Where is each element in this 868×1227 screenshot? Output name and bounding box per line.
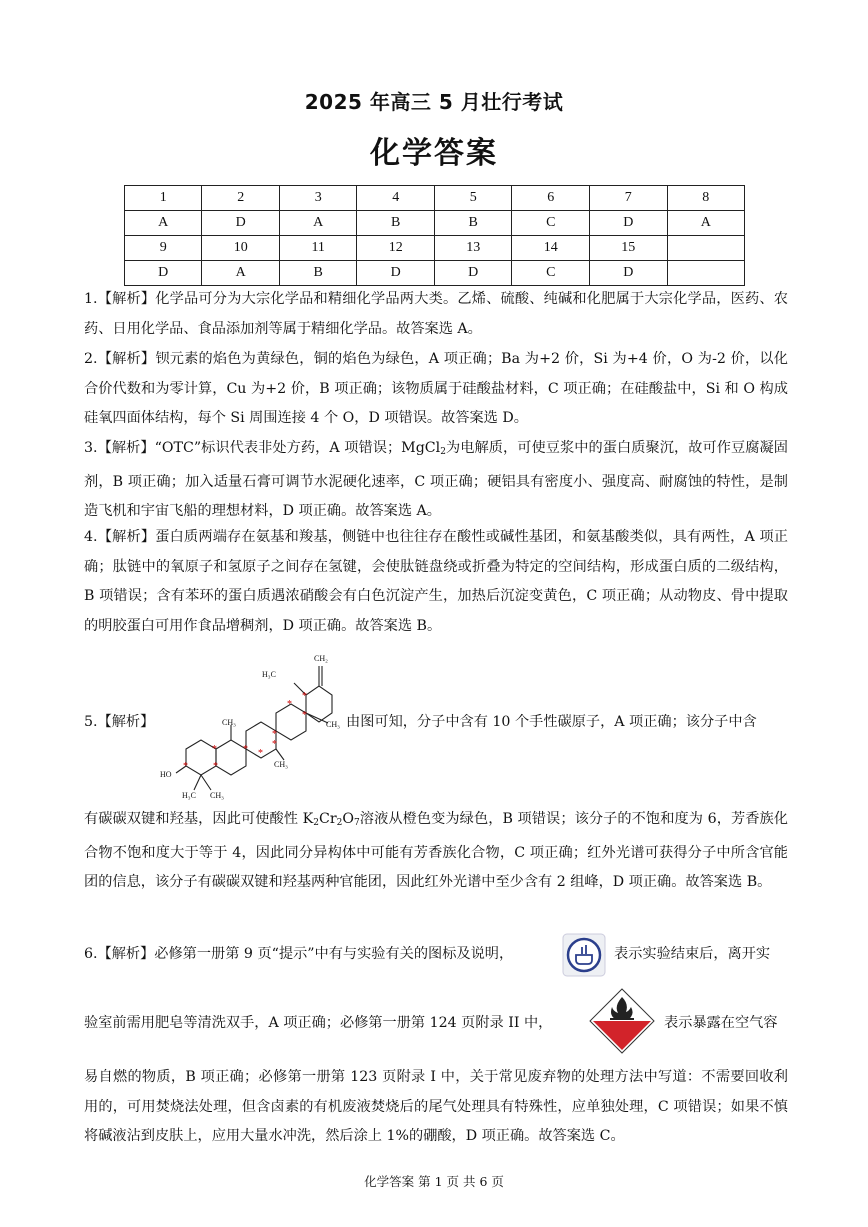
label-ch2: CH₂ — [314, 654, 328, 663]
answer-q3-text — [84, 434, 788, 527]
answer-q2 — [84, 345, 788, 434]
answer-table-row — [125, 236, 745, 261]
chiral-mark: * — [243, 744, 248, 755]
answer-table-cell: 2 — [202, 186, 280, 211]
answer-table-cell: B — [279, 261, 357, 286]
label-h3c-bottom: H₃C — [182, 791, 196, 800]
answer-table-cell: 12 — [357, 236, 435, 261]
answer-table-cell: 3 — [279, 186, 357, 211]
triterpene-structure — [156, 645, 356, 805]
answer-table-cell: C — [512, 261, 590, 286]
page-subtitle: 化学答案 — [370, 136, 498, 171]
page-footer: 化学答案 第 1 页 共 6 页 — [364, 1174, 504, 1189]
chiral-mark: * — [287, 699, 292, 710]
answer-table-cell — [667, 236, 744, 261]
chiral-mark: * — [302, 691, 307, 702]
answer-q5 — [84, 805, 788, 898]
answer-table — [124, 185, 745, 286]
answer-table-cell: 5 — [434, 186, 512, 211]
answer-q3-part-b: 为电解质，可使豆浆中的蛋白质聚沉，故可作豆腐凝固剂，B 项正确；加入适量石膏可调节水泥硬化速率，C 项正确；硬铝具有密度小、强度高、耐腐蚀的特性，是制造飞机和宇宙飞船的理想材料，D 项正确。故答案选 A。 — [84, 440, 788, 519]
page-title: 2025 年高三 5 月壮行考试 — [304, 90, 564, 114]
k-subscript: 2 — [313, 818, 319, 828]
answer-q1-text: 1.【解析】化学品可分为大宗化学品和精细化学品两大类。乙烯、硫酸、纯碱和化肥属于大宗化学品，医药、农药、日用化学品、食品添加剂等属于精细化学品。故答案选 A。 — [84, 291, 788, 337]
chiral-mark: * — [183, 761, 188, 772]
answer-table-cell: B — [434, 211, 512, 236]
answer-table-cell: 9 — [125, 236, 202, 261]
mgcl2-subscript: 2 — [440, 447, 446, 457]
answer-table-cell: D — [590, 211, 668, 236]
answer-table-cell: 11 — [279, 236, 357, 261]
answer-q5-first-line: 由图可知，分子中含有 10 个手性碳原子，A 项正确；该分子中含 — [346, 714, 757, 730]
label-ch3-b: CH₃ — [274, 760, 288, 769]
answer-table-cell: A — [667, 211, 744, 236]
answer-table-cell: A — [279, 211, 357, 236]
answer-table-cell: C — [512, 211, 590, 236]
answer-q5-part-b: 溶液从橙色变为绿色，B 项错误；该分子的不饱和度为 6，芳香族化合物不饱和度大于等于 4，因此同分异构体中可能有芳香族化合物，C 项正确；红外光谱可获得分子中所含官能团的信息，该分子有碳碳双键和羟基两种官能团，因此红外光谱中至少含有 2 组峰，D 项正确。故答案选 B。 — [84, 811, 788, 890]
chiral-mark: * — [272, 739, 277, 750]
answer-table-cell: A — [202, 261, 280, 286]
answer-q5-text — [84, 805, 788, 898]
chiral-mark: * — [213, 761, 218, 772]
o-subscript: 7 — [353, 818, 360, 828]
answer-table-cell: 13 — [434, 236, 512, 261]
answer-table-cell: 4 — [357, 186, 435, 211]
label-ho: HO — [160, 770, 172, 779]
answer-table-cell: 10 — [202, 236, 280, 261]
answer-q6-line1: 6.【解析】必修第一册第 9 页“提示”中有与实验有关的图标及说明， — [84, 946, 514, 962]
answer-q4 — [84, 523, 788, 641]
answer-q6-rest — [84, 1063, 788, 1152]
answer-table-cell: 7 — [590, 186, 668, 211]
label-ch3-right: CH₃ — [326, 720, 340, 729]
answer-table-cell: A — [125, 211, 202, 236]
answer-table-row — [125, 211, 745, 236]
o-symbol: O — [342, 811, 354, 827]
answer-table-cell: 14 — [512, 236, 590, 261]
answer-table-cell: B — [357, 211, 435, 236]
answer-q6-text: 易自燃的物质，B 项正确；必修第一册第 123 页附录 I 中，关于常见废弃物的处理方法中写道：不需要回收利用的，可用焚烧法处理，但含卤素的有机废液焚烧后的尾气处理具有特殊性，应单独处理，C 项错误；如果不慎将碱液沾到皮肤上，应用大量水冲洗，然后涂上 1%的硼酸，D 项正确。故答案选 C。 — [84, 1069, 788, 1144]
answer-table-cell: 6 — [512, 186, 590, 211]
answer-table-cell: D — [357, 261, 435, 286]
cr-subscript: 2 — [336, 818, 343, 828]
chiral-mark: * — [302, 710, 307, 721]
answer-q4-text: 4.【解析】蛋白质两端存在氨基和羧基，侧链中也往往存在酸性或碱性基团，和氨基酸类似，具有两性，A 项正确；肽链中的氧原子和氢原子之间存在氢键，会使肽链盘绕或折叠为特定的空间结构，形成蛋白质的二级结构，B 项错误；含有苯环的蛋白质遇浓硝酸会有白色沉淀产生，加热后沉淀变黄色，C 项正确；从动物皮、骨中提取的明胶蛋白可用作食品增稠剂，D 项正确。故答案选 B。 — [84, 529, 788, 634]
answer-q6-line1-tail: 表示实验结束后，离开实 — [614, 946, 771, 962]
answer-table-cell: 8 — [667, 186, 744, 211]
answer-table-cell: D — [590, 261, 668, 286]
answer-q2-text: 2.【解析】钡元素的焰色为黄绿色，铜的焰色为绿色，A 项正确；Ba 为+2 价，Si 为+4 价，O 为-2 价，以化合价代数和为零计算，Cu 为+2 价，B 项正确；该物质属于硅酸盐材料，C 项正确；在硅酸盐中，Si 和 O 构成硅氧四面体结构，每个 Si 周围连接 4 个 O，D 项错误。故答案选 D。 — [84, 351, 788, 426]
spontaneously-combustible-icon — [588, 987, 656, 1055]
label-h3c-top: H₃C — [262, 670, 276, 679]
answer-table-row — [125, 186, 745, 211]
chiral-mark: * — [212, 744, 217, 755]
answer-q6-line2-tail: 表示暴露在空气容 — [664, 1015, 778, 1031]
answer-table-cell: D — [202, 211, 280, 236]
chiral-mark: * — [272, 729, 277, 740]
label-ch3-a: CH₃ — [222, 718, 236, 727]
answer-table-row — [125, 261, 745, 286]
chiral-mark: * — [258, 748, 263, 759]
answer-q3 — [84, 434, 788, 527]
answer-table-cell: D — [434, 261, 512, 286]
answer-q1 — [84, 285, 788, 344]
cr-symbol: Cr — [318, 811, 337, 827]
answer-q6-line2: 验室前需用肥皂等清洗双手，A 项正确；必修第一册第 124 页附录 II 中， — [84, 1015, 553, 1031]
answer-table-cell: D — [125, 261, 202, 286]
answer-q5-part-a: 有碳碳双键和羟基，因此可使酸性 K — [84, 811, 314, 827]
answer-q5-label: 5.【解析】 — [84, 714, 155, 730]
label-ch3-bottom: CH₃ — [210, 791, 224, 800]
answer-table-cell: 15 — [590, 236, 668, 261]
answer-table-cell: 1 — [125, 186, 202, 211]
hand-wash-icon — [562, 933, 606, 977]
answer-q3-part-a: 3.【解析】“OTC”标识代表非处方药，A 项错误；MgCl — [84, 440, 441, 456]
answer-table-cell — [667, 261, 744, 286]
